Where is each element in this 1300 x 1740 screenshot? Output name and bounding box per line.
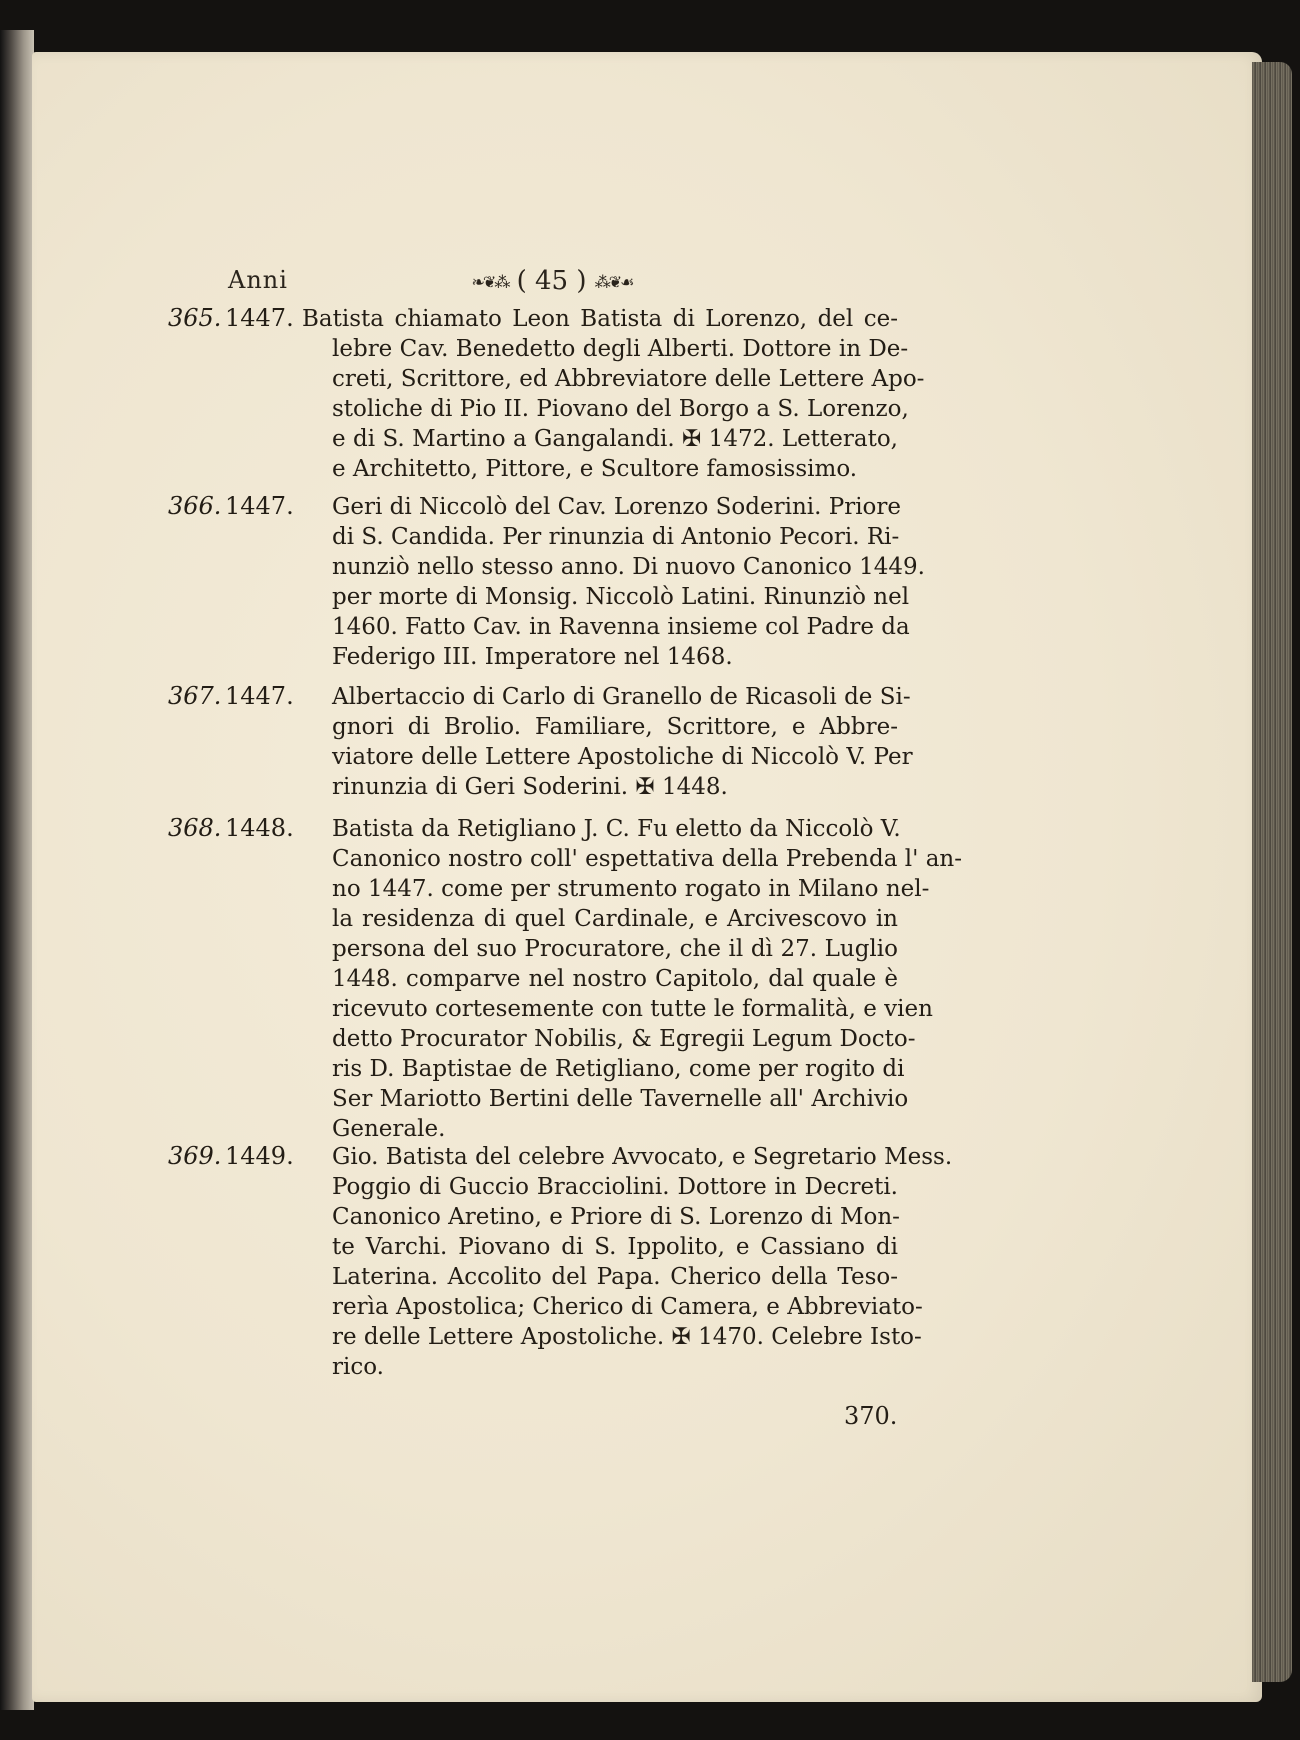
entry-line: ris D. Baptistae de Retigliano, come per rogito di [332, 1056, 905, 1082]
catchword: 370. [844, 1402, 898, 1430]
entry-line: persona del suo Procuratore, che il dì 27. Luglio [332, 936, 898, 962]
entry-year: 1447. [225, 492, 294, 520]
entry-line: stoliche di Pio II. Piovano del Borgo a S. Lorenzo, [332, 396, 909, 422]
entry-line: re delle Lettere Apostoliche. ✠ 1470. Celebre Isto- [332, 1324, 922, 1350]
entry-text [332, 1142, 953, 1382]
entry-line: Generale. [332, 1116, 446, 1142]
entry-number: 365. [168, 304, 222, 332]
entry-line: creti, Scrittore, ed Abbreviatore delle Lettere Apo- [332, 366, 925, 392]
entry-line: Canonico nostro coll' espettativa della Prebenda l' an- [332, 846, 963, 872]
left-page-binding [0, 30, 34, 1710]
entry-number: 366. [168, 492, 222, 520]
header-anni-label: Anni [228, 266, 288, 294]
entry-line: la residenza di quel Cardinale, e Arcivescovo in [332, 906, 898, 932]
entry-line: viatore delle Lettere Apostoliche di Niccolò V. Per [332, 744, 913, 770]
running-header [32, 266, 1262, 306]
page-edge-stack [1252, 62, 1292, 1682]
entry-line: gnori di Brolio. Familiare, Scrittore, e Abbre- [332, 714, 898, 740]
entry-line: Federigo III. Imperatore nel 1468. [332, 644, 733, 670]
entry-line: detto Procurator Nobilis, & Egregii Legum Docto- [332, 1026, 916, 1052]
entry-text [332, 814, 963, 1144]
entry-line: Batista da Retigliano J. C. Fu eletto da Niccolò V. [332, 816, 901, 842]
entry-line: te Varchi. Piovano di S. Ippolito, e Cassiano di [332, 1234, 898, 1260]
entry-line: di S. Candida. Per rinunzia di Antonio Pecori. Ri- [332, 524, 900, 550]
entry-line: Laterina. Accolito del Papa. Cherico della Teso- [332, 1264, 898, 1290]
entry-number: 367. [168, 682, 222, 710]
entry-line: rinunzia di Geri Soderini. ✠ 1448. [332, 774, 728, 800]
entry-line: lebre Cav. Benedetto degli Alberti. Dottore in De- [332, 336, 909, 362]
entry-line: Albertaccio di Carlo di Granello de Ricasoli de Si- [332, 684, 911, 710]
entry-line: 1460. Fatto Cav. in Ravenna insieme col Padre da [332, 614, 910, 640]
entry-line: rerìa Apostolica; Cherico di Camera, e Abbreviato- [332, 1294, 923, 1320]
entry-text [332, 492, 925, 672]
entry-line: ricevuto cortesemente con tutte le formalità, e vien [332, 996, 933, 1022]
entry-text [332, 682, 913, 802]
entry-line: e di S. Martino a Gangalandi. ✠ 1472. Letterato, [332, 426, 898, 452]
entry-line: per morte di Monsig. Niccolò Latini. Rinunziò nel [332, 584, 910, 610]
entry-year: 1449. [225, 1142, 294, 1170]
entry-line: Canonico Aretino, e Priore di S. Lorenzo di Mon- [332, 1204, 900, 1230]
right-ornament-icon: ⁂❦☙ [594, 272, 633, 292]
page-number-text: ( 45 ) [516, 266, 587, 296]
entry-line: Gio. Batista del celebre Avvocato, e Segretario Mess. [332, 1144, 953, 1170]
entry-line: nunziò nello stesso anno. Di nuovo Canonico 1449. [332, 554, 925, 580]
entry-line: no 1447. come per strumento rogato in Milano nel- [332, 876, 930, 902]
entry-line: rico. [332, 1354, 384, 1380]
entry-text [302, 304, 925, 484]
page-number [452, 266, 652, 296]
entry-number: 369. [168, 1142, 222, 1170]
entry-line: e Architetto, Pittore, e Scultore famosissimo. [332, 456, 858, 482]
entry-line: Ser Mariotto Bertini delle Tavernelle all' Archivio [332, 1086, 909, 1112]
entry-line: Poggio di Guccio Bracciolini. Dottore in Decreti. [332, 1174, 898, 1200]
book-page [32, 52, 1262, 1702]
entry-year: 1448. [225, 814, 294, 842]
entry-year: 1447. [225, 682, 294, 710]
entry-line: Batista chiamato Leon Batista di Lorenzo, del ce- [302, 306, 898, 332]
entry-line: Geri di Niccolò del Cav. Lorenzo Soderini. Priore [332, 494, 902, 520]
entry-number: 368. [168, 814, 222, 842]
entry-line: 1448. comparve nel nostro Capitolo, dal quale è [332, 966, 898, 992]
entry-year: 1447. [225, 304, 294, 332]
left-ornament-icon: ❧❦⁂ [471, 272, 509, 292]
